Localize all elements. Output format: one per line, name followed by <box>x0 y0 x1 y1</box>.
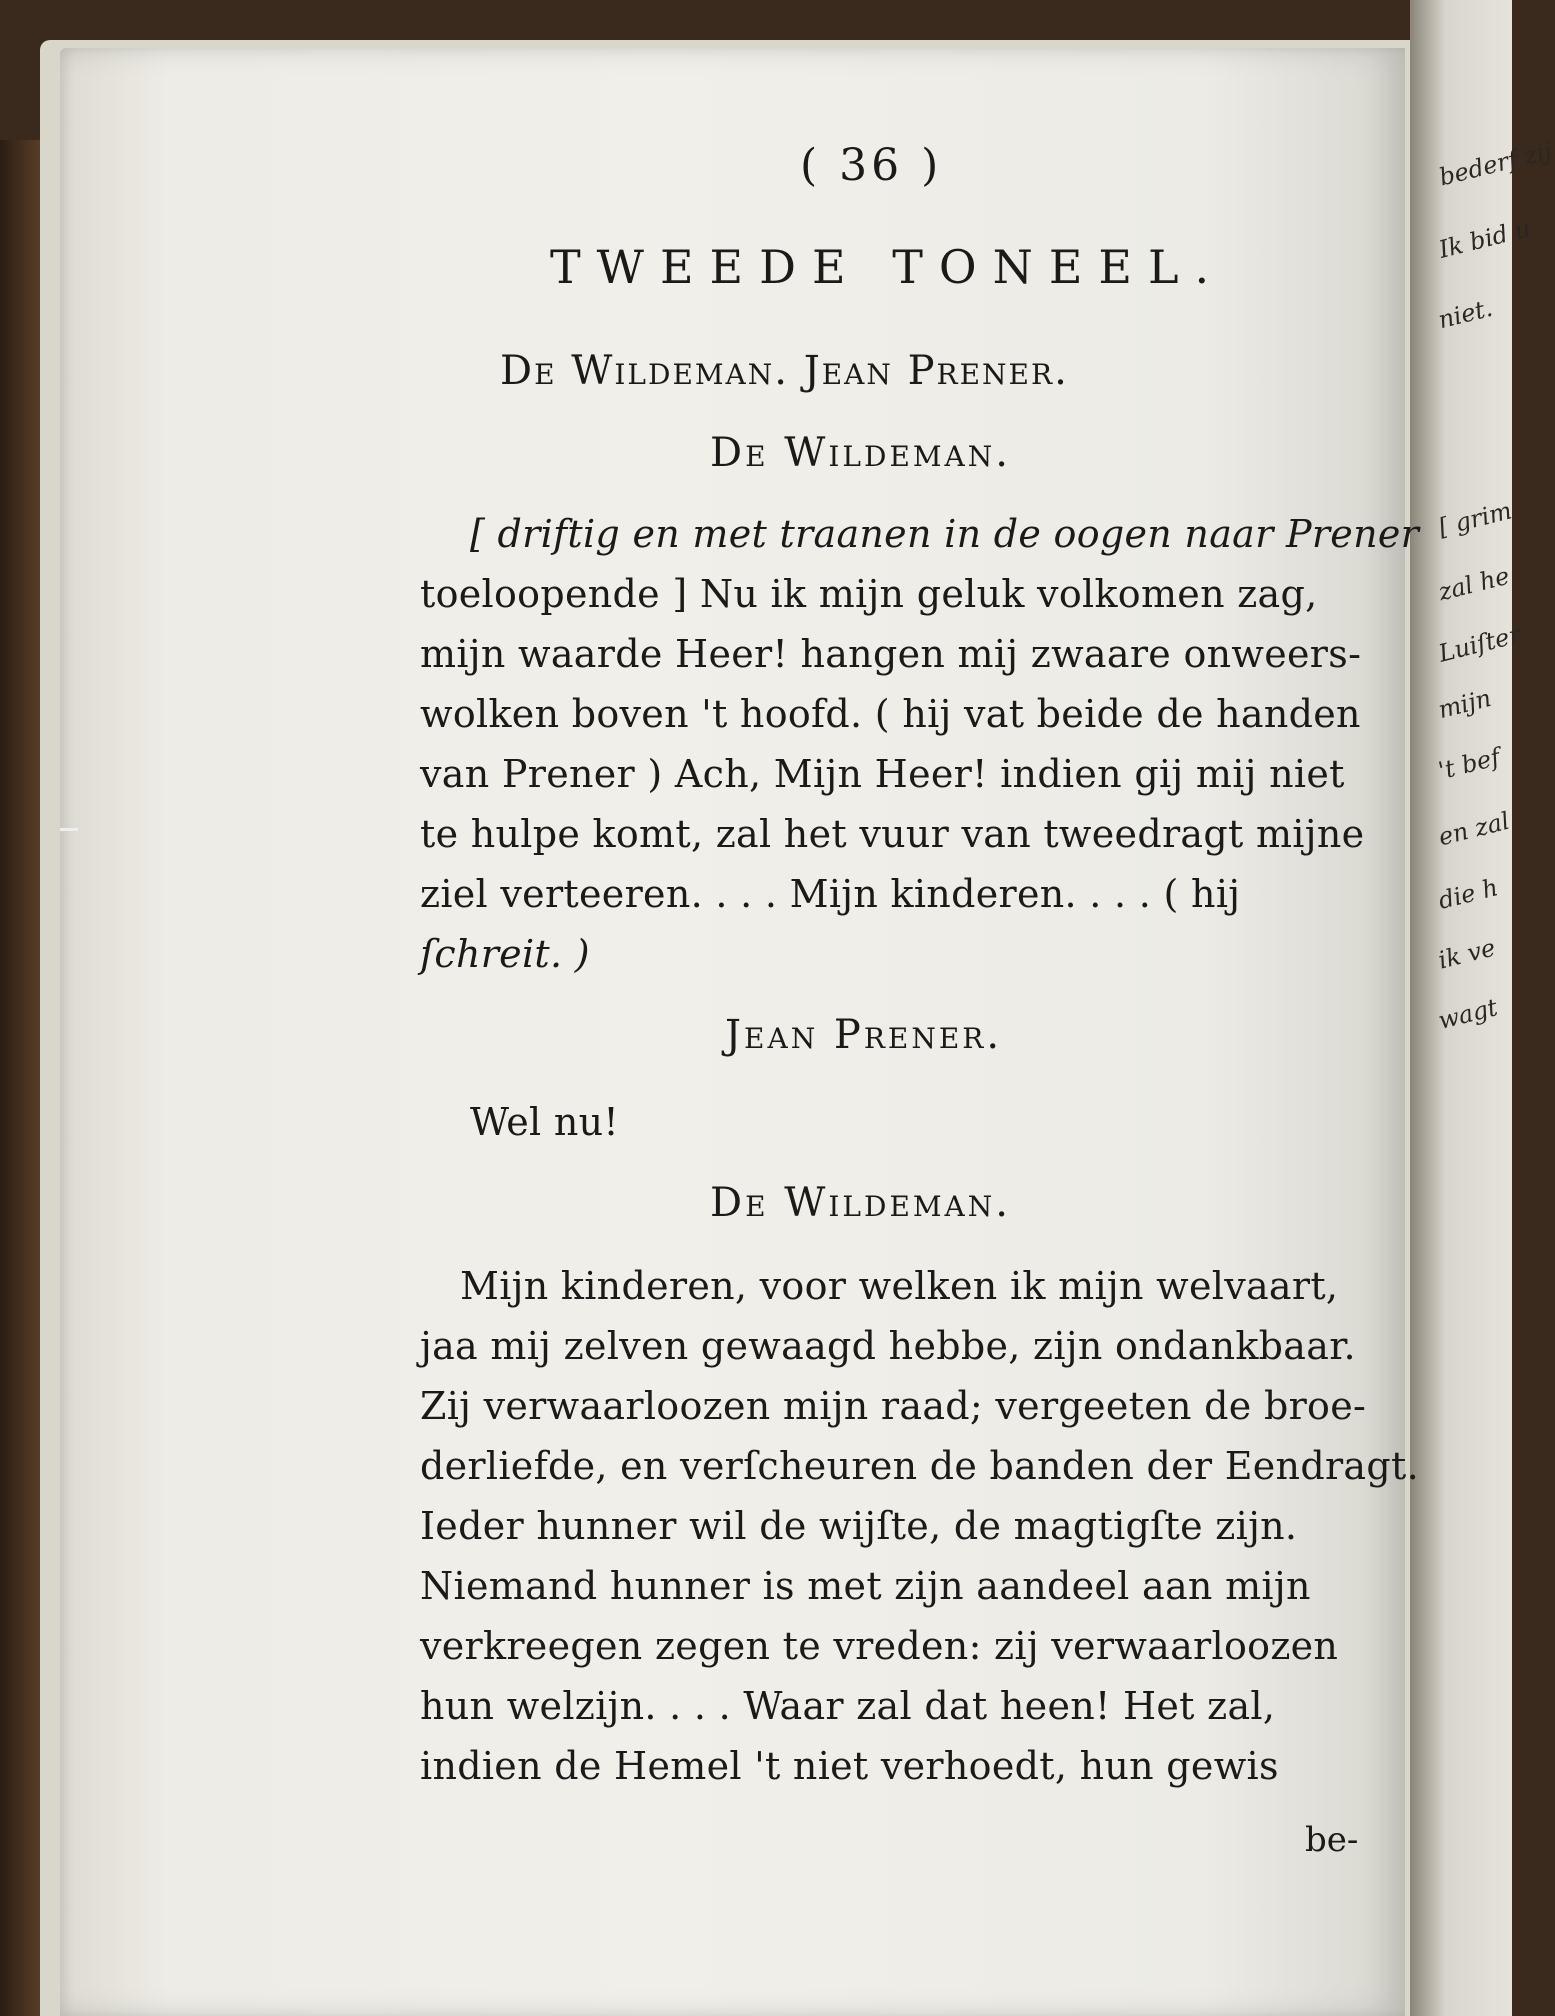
facing-page-fragment: zal he <box>1435 561 1513 607</box>
text-line: wolken boven 't hoofd. ( hij vat beide de handen <box>420 692 1361 736</box>
characters-heading: De Wildeman. Jean Prener. <box>500 348 1069 394</box>
text-line: Wel nu! <box>470 1100 619 1144</box>
facing-page-fragment: bederf zij <box>1436 136 1555 192</box>
facing-page-fragment: ik ve <box>1435 933 1499 975</box>
text-line: Niemand hunner is met zijn aandeel aan mijn <box>420 1564 1311 1608</box>
text-line: jaa mij zelven gewaagd hebbe, zijn ondankbaar. <box>420 1324 1356 1368</box>
page-tab-mark <box>60 828 78 831</box>
text-line: van Prener ) Ach, Mijn Heer! indien gij mij niet <box>420 752 1345 796</box>
facing-page <box>1410 0 1555 2016</box>
facing-page-fragment: wagt <box>1435 993 1501 1035</box>
text-line: toeloopende ] Nu ik mijn geluk volkomen zag, <box>420 572 1318 616</box>
text-line: verkreegen zegen te vreden: zij verwaarloozen <box>420 1624 1339 1668</box>
text-line: mijn waarde Heer! hangen mij zwaare onweers- <box>420 632 1362 676</box>
page-number: ( 36 ) <box>800 140 943 191</box>
facing-page-fragment: die h <box>1435 873 1501 915</box>
text-line: Ieder hunner wil de wijſte, de magtigſte zijn. <box>420 1504 1298 1548</box>
text-line: indien de Hemel 't niet verhoedt, hun gewis <box>420 1744 1279 1788</box>
text-line: derliefde, en verſcheuren de banden der Eendragt. <box>420 1444 1419 1488</box>
facing-page-fragment: Luiſter <box>1435 620 1524 668</box>
facing-page-fragment: en zal <box>1435 806 1513 852</box>
text-line: Zij verwaarloozen mijn raad; vergeeten de broe- <box>420 1384 1367 1428</box>
facing-page-fragment: Ik bid u <box>1435 214 1534 264</box>
text-line: ziel verteeren. . . . Mijn kinderen. . . . ( hij <box>420 872 1241 916</box>
speaker-heading: De Wildeman. <box>710 1180 1011 1226</box>
facing-page-fragment: [ grim <box>1435 496 1515 542</box>
scene-title: TWEEDE TONEEL. <box>550 240 1226 294</box>
text-line: [ driftig en met traanen in de oogen naar Prener <box>470 512 1420 556</box>
catchword: be- <box>1305 1820 1359 1860</box>
text-line: hun welzijn. . . . Waar zal dat heen! Het zal, <box>420 1684 1276 1728</box>
text-line: Mijn kinderen, voor welken ik mijn welvaart, <box>460 1264 1339 1308</box>
speaker-heading: De Wildeman. <box>710 430 1011 476</box>
speaker-heading: Jean Prener. <box>725 1012 1003 1058</box>
facing-page-fragment: niet. <box>1435 293 1496 335</box>
facing-page-fragment: 't bef <box>1435 742 1503 786</box>
text-line: te hulpe komt, zal het vuur van tweedragt mijne <box>420 812 1365 856</box>
facing-page-fragment: mijn <box>1435 683 1494 725</box>
text-line: ſchreit. ) <box>420 932 590 976</box>
